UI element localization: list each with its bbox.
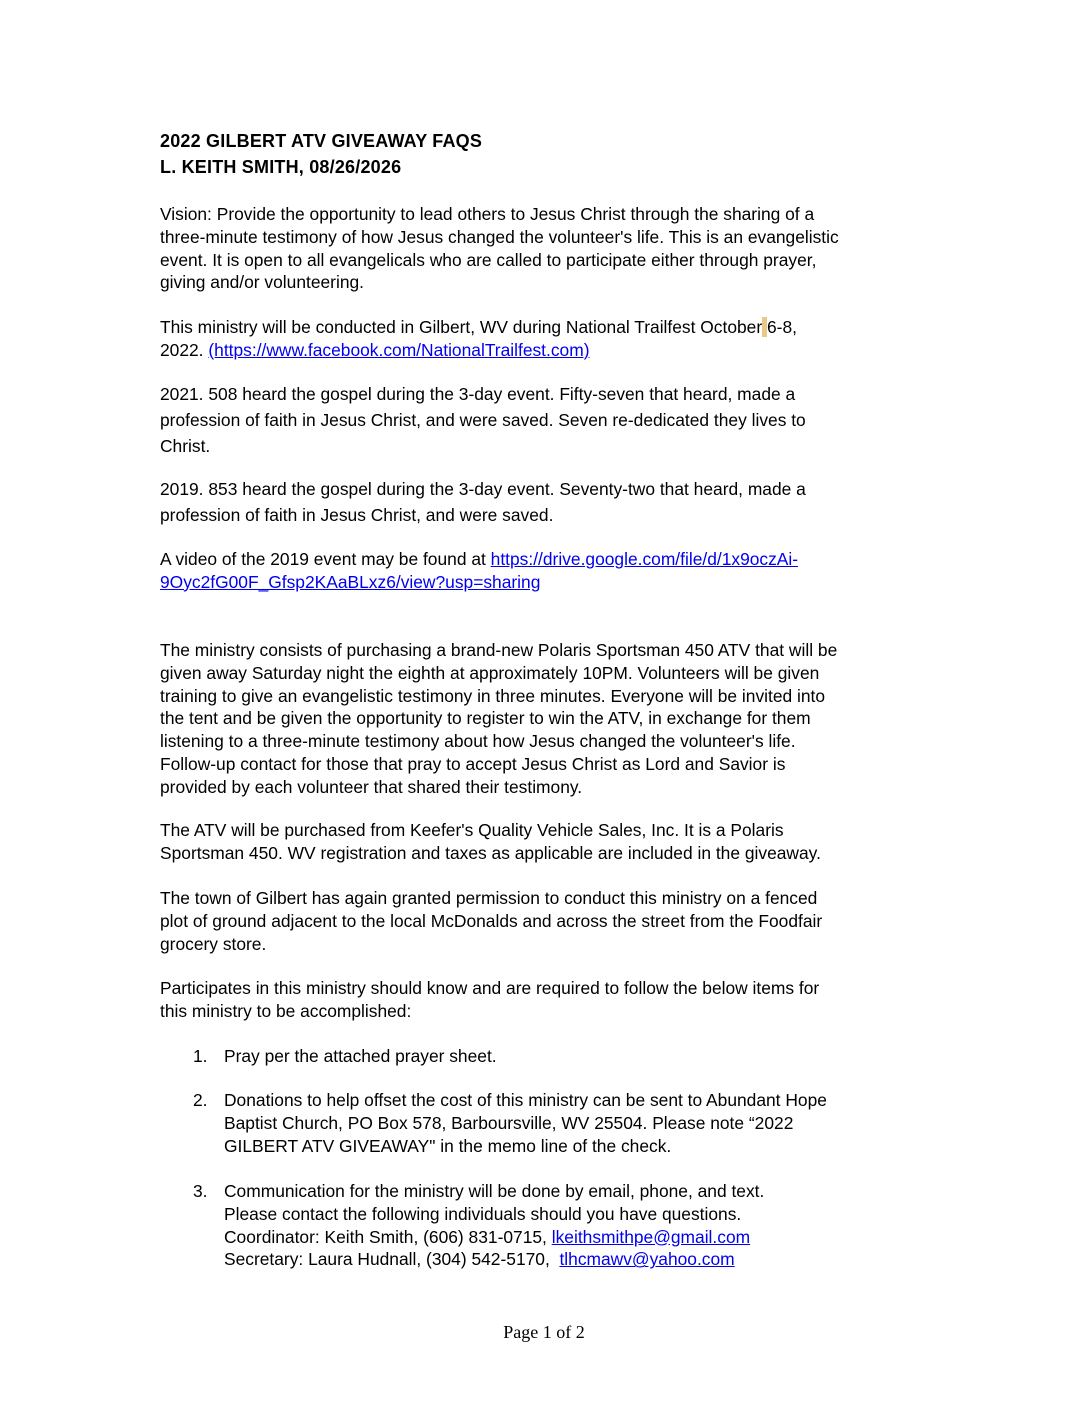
atv-paragraph	[160, 819, 935, 865]
vision-line: giving and/or volunteering.	[160, 272, 364, 293]
stats-2021-line: Christ.	[160, 436, 211, 456]
ministry-line: the tent and be given the opportunity to register to win the ATV, in exchange for them	[160, 708, 811, 729]
vision-line: event. It is open to all evangelicals who are called to participate either through prayer,	[160, 249, 817, 270]
location-line-2	[160, 339, 935, 362]
stats-2021-paragraph	[160, 381, 935, 459]
location-line-1	[160, 316, 935, 339]
video-link-continued[interactable]: 9Oyc2fG00F_Gfsp2KAaBLxz6/view?usp=sharing	[160, 571, 541, 592]
ministry-line: Follow-up contact for those that pray to accept Jesus Christ as Lord and Savior is	[160, 753, 786, 774]
location-dates: 6-8,	[767, 317, 797, 337]
vision-paragraph	[160, 203, 935, 294]
video-intro: A video of the 2019 event may be found at	[160, 549, 491, 569]
atv-line: Sportsman 450. WV registration and taxes as applicable are included in the giveaway.	[160, 842, 821, 863]
video-line-2	[160, 571, 935, 594]
ministry-line: given away Saturday night the eighth at approximately 10PM. Volunteers will be given	[160, 662, 820, 683]
location-text: This ministry will be conducted in Gilbert, WV during National Trailfest October	[160, 317, 763, 337]
town-line: grocery store.	[160, 933, 267, 954]
list-item-line: GILBERT ATV GIVEAWAY" in the memo line of the check.	[224, 1135, 672, 1156]
town-paragraph	[160, 887, 935, 955]
list-item-number: 3.	[193, 1181, 208, 1201]
page-number: Page 1 of 2	[503, 1322, 585, 1342]
list-item-number: 2.	[193, 1090, 208, 1110]
ministry-line: provided by each volunteer that shared their testimony.	[160, 776, 583, 797]
participants-line: this ministry to be accomplished:	[160, 1000, 412, 1021]
location-paragraph	[160, 316, 935, 362]
location-year: 2022.	[160, 339, 204, 360]
participants-paragraph	[160, 977, 935, 1023]
participants-line: Participates in this ministry should know and are required to follow the below items for	[160, 978, 820, 998]
list-item-line: Communication for the ministry will be done by email, phone, and text.	[224, 1181, 765, 1201]
document-title: 2022 GILBERT ATV GIVEAWAY FAQS	[160, 131, 483, 151]
ministry-line: The ministry consists of purchasing a brand-new Polaris Sportsman 450 ATV that will be	[160, 640, 838, 660]
list-item-number: 1.	[193, 1046, 208, 1066]
video-line-1	[160, 548, 935, 571]
video-link[interactable]: https://drive.google.com/file/d/1x9oczAi-	[490, 549, 799, 569]
coordinator-email-link[interactable]: lkeithsmithpe@gmail.com	[551, 1226, 751, 1247]
town-line: plot of ground adjacent to the local McDonalds and across the street from the Foodfair	[160, 910, 823, 931]
ministry-paragraph	[160, 639, 935, 799]
author-date-line: L. KEITH SMITH, 08/26/2026	[160, 157, 402, 177]
list-item-line: Donations to help offset the cost of this ministry can be sent to Abundant Hope	[224, 1090, 827, 1110]
vision-line: Vision: Provide the opportunity to lead others to Jesus Christ through the sharing of a	[160, 204, 815, 224]
list-item-text	[224, 1089, 934, 1157]
stats-2021-line: 2021. 508 heard the gospel during the 3-day event. Fifty-seven that heard, made a	[160, 384, 796, 404]
list-item-text	[224, 1180, 934, 1271]
list-item-line: Please contact the following individuals should you have questions.	[224, 1203, 742, 1224]
stats-2019-line: 2019. 853 heard the gospel during the 3-day event. Seventy-two that heard, made a	[160, 479, 806, 499]
coordinator-contact	[224, 1226, 934, 1249]
vision-line: three-minute testimony of how Jesus changed the volunteer's life. This is an evangelistic	[160, 226, 839, 247]
atv-line: The ATV will be purchased from Keefer's Quality Vehicle Sales, Inc. It is a Polaris	[160, 820, 784, 840]
coordinator-text: Coordinator: Keith Smith, (606) 831-0715,	[224, 1226, 552, 1247]
town-line: The town of Gilbert has again granted permission to conduct this ministry on a fenced	[160, 888, 818, 908]
secretary-email-link[interactable]: tlhcmawv@yahoo.com	[559, 1249, 735, 1270]
secretary-contact	[224, 1248, 934, 1271]
stats-2019-line: profession of faith in Jesus Christ, and were saved.	[160, 505, 554, 525]
stats-2021-line: profession of faith in Jesus Christ, and were saved. Seven re-dedicated they lives to	[160, 410, 806, 430]
video-paragraph	[160, 548, 935, 594]
secretary-text: Secretary: Laura Hudnall, (304) 542-5170,	[224, 1249, 560, 1270]
list-item-line: Pray per the attached prayer sheet.	[224, 1046, 497, 1066]
ministry-line: training to give an evangelistic testimony in three minutes. Everyone will be invited into	[160, 685, 826, 706]
list-item-line: Baptist Church, PO Box 578, Barboursville, WV 25504. Please note “2022	[224, 1112, 794, 1133]
trailfest-facebook-link[interactable]: (https://www.facebook.com/NationalTrailfest.com)	[208, 339, 590, 360]
ministry-line: listening to a three-minute testimony about how Jesus changed the volunteer's life.	[160, 731, 796, 752]
list-item-text	[224, 1045, 934, 1068]
stats-2019-paragraph	[160, 476, 935, 528]
